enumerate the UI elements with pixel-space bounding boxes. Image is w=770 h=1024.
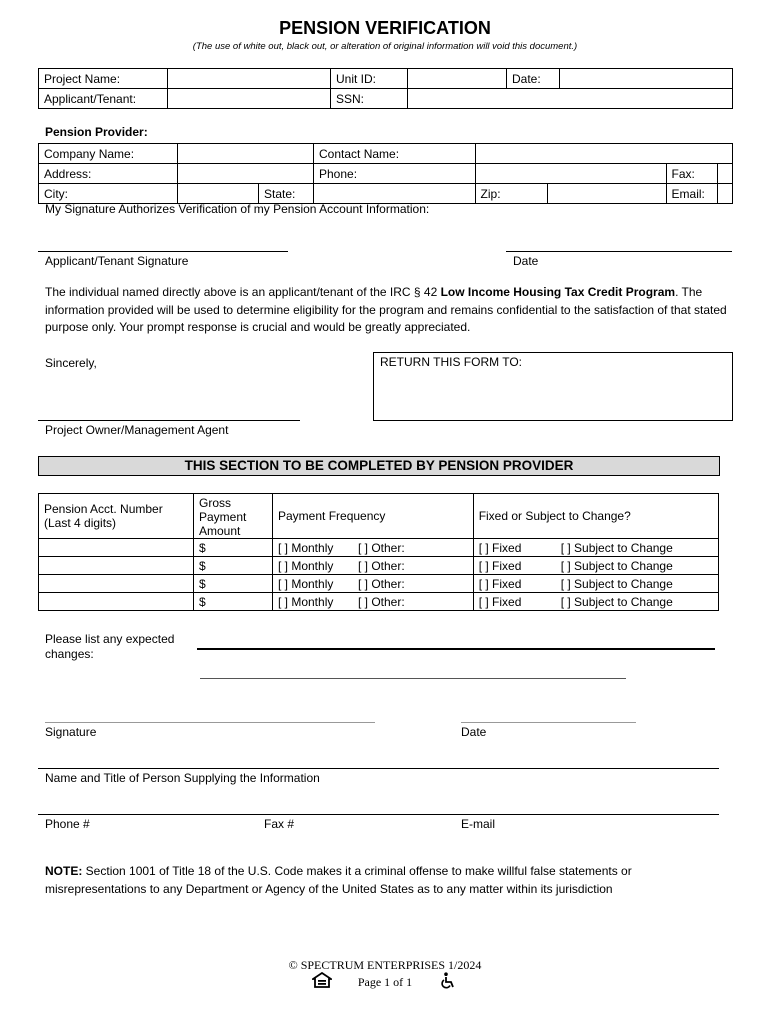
intro-paragraph <box>45 284 735 337</box>
acct-number-field[interactable] <box>39 575 194 593</box>
city-field[interactable] <box>178 184 259 204</box>
monthly-checkbox[interactable]: [ ] Monthly <box>273 557 354 575</box>
date-field[interactable] <box>560 69 733 89</box>
acct-number-field[interactable] <box>39 593 194 611</box>
subject-to-change-checkbox[interactable]: [ ] Subject to Change <box>556 557 719 575</box>
gross-amount-header: Gross Payment Amount <box>194 494 273 539</box>
monthly-checkbox[interactable]: [ ] Monthly <box>273 575 354 593</box>
address-field[interactable] <box>178 164 314 184</box>
table-row <box>39 557 719 575</box>
contact-name-field[interactable] <box>475 144 732 164</box>
provider-date-label: Date <box>461 725 487 739</box>
provider-info-table <box>38 143 733 204</box>
state-field[interactable] <box>314 184 476 204</box>
provider-heading: Pension Provider: <box>45 125 148 139</box>
table-row <box>39 539 719 557</box>
unit-id-field[interactable] <box>408 69 507 89</box>
amount-field[interactable]: $ <box>194 593 273 611</box>
provider-fax-label: Fax # <box>264 817 295 831</box>
state-label: State: <box>259 184 314 204</box>
frequency-header: Payment Frequency <box>273 494 474 539</box>
fixed-checkbox[interactable]: [ ] Fixed <box>473 593 556 611</box>
acct-number-header: Pension Acct. Number (Last 4 digits) <box>39 494 194 539</box>
provider-email-label: E-mail <box>461 817 496 831</box>
phone-field[interactable] <box>475 164 666 184</box>
note-label: NOTE: <box>45 864 83 878</box>
name-title-label: Name and Title of Person Supplying the Information <box>45 771 320 785</box>
expected-changes-label: Please list any expected changes: <box>45 632 175 661</box>
subject-to-change-checkbox[interactable]: [ ] Subject to Change <box>556 593 719 611</box>
footer-page-number: Page 1 of 1 <box>357 975 413 989</box>
project-name-field[interactable] <box>168 69 331 89</box>
applicant-signature-label: Applicant/Tenant Signature <box>45 254 189 268</box>
applicant-field[interactable] <box>168 89 331 109</box>
applicant-signature-line[interactable] <box>38 251 288 252</box>
provider-phone-label: Phone # <box>45 817 90 831</box>
table-row <box>39 575 719 593</box>
other-checkbox[interactable]: [ ] Other: <box>353 539 473 557</box>
company-name-label: Company Name: <box>39 144 178 164</box>
amount-field[interactable]: $ <box>194 575 273 593</box>
provider-signature-label: Signature <box>45 725 97 739</box>
project-info-table <box>38 68 733 109</box>
fax-field[interactable] <box>717 164 732 184</box>
applicant-label: Applicant/Tenant: <box>39 89 168 109</box>
provider-section-banner: THIS SECTION TO BE COMPLETED BY PENSION PROVIDER <box>38 456 720 476</box>
subject-to-change-checkbox[interactable]: [ ] Subject to Change <box>556 539 719 557</box>
phone-label: Phone: <box>314 164 476 184</box>
project-name-label: Project Name: <box>39 69 168 89</box>
email-field[interactable] <box>717 184 732 204</box>
sincerely-text: Sincerely, <box>45 356 97 370</box>
intro-part2: . The information provided will be used to determine eligibility for the program and remains confidential to the satisfaction of that stated purpose only. Your prompt response is crucial and would be greatly appreciated. <box>45 285 727 334</box>
acct-number-field[interactable] <box>39 539 194 557</box>
page-subtitle: (The use of white out, black out, or alteration of original information will void this document.) <box>192 41 578 52</box>
unit-id-label: Unit ID: <box>331 69 408 89</box>
amount-field[interactable]: $ <box>194 557 273 575</box>
other-checkbox[interactable]: [ ] Other: <box>353 575 473 593</box>
other-checkbox[interactable]: [ ] Other: <box>353 557 473 575</box>
amount-field[interactable]: $ <box>194 539 273 557</box>
authorization-text: My Signature Authorizes Verification of my Pension Account Information: <box>45 202 430 216</box>
expected-changes-line-1[interactable] <box>197 648 715 650</box>
legal-note <box>45 862 735 898</box>
acct-number-field[interactable] <box>39 557 194 575</box>
footer-copyright: © SPECTRUM ENTERPRISES 1/2024 <box>288 958 482 972</box>
expected-changes-line-2[interactable] <box>200 678 626 679</box>
contact-name-label: Contact Name: <box>314 144 476 164</box>
address-label: Address: <box>39 164 178 184</box>
fixed-checkbox[interactable]: [ ] Fixed <box>473 557 556 575</box>
page-title: PENSION VERIFICATION <box>279 18 491 38</box>
provider-date-line[interactable] <box>461 722 636 723</box>
monthly-checkbox[interactable]: [ ] Monthly <box>273 593 354 611</box>
monthly-checkbox[interactable]: [ ] Monthly <box>273 539 354 557</box>
fixed-checkbox[interactable]: [ ] Fixed <box>473 575 556 593</box>
agent-label: Project Owner/Management Agent <box>45 423 229 437</box>
accessibility-icon <box>440 972 456 990</box>
city-label: City: <box>39 184 178 204</box>
date-label: Date: <box>507 69 560 89</box>
provider-signature-line[interactable] <box>45 722 375 723</box>
other-checkbox[interactable]: [ ] Other: <box>353 593 473 611</box>
company-name-field[interactable] <box>178 144 314 164</box>
return-form-box[interactable] <box>373 352 733 421</box>
agent-signature-line[interactable] <box>38 420 300 421</box>
applicant-date-line[interactable] <box>506 251 732 252</box>
fixed-change-header: Fixed or Subject to Change? <box>473 494 718 539</box>
pension-payment-table <box>38 493 719 611</box>
email-label: Email: <box>666 184 717 204</box>
ssn-label: SSN: <box>331 89 408 109</box>
ssn-field[interactable] <box>408 89 733 109</box>
subject-to-change-checkbox[interactable]: [ ] Subject to Change <box>556 575 719 593</box>
intro-part1: The individual named directly above is an applicant/tenant of the IRC § 42 <box>45 285 441 299</box>
fax-label: Fax: <box>666 164 717 184</box>
return-form-label: RETURN THIS FORM TO: <box>380 355 523 369</box>
fixed-checkbox[interactable]: [ ] Fixed <box>473 539 556 557</box>
applicant-date-label: Date <box>513 254 539 268</box>
zip-field[interactable] <box>548 184 667 204</box>
note-text: Section 1001 of Title 18 of the U.S. Code makes it a criminal offense to make willful false statements or misrepresentations to any Department or Agency of the United States as to any matter within its jurisdiction <box>45 864 632 896</box>
name-title-line[interactable] <box>38 768 719 769</box>
program-name: Low Income Housing Tax Credit Program <box>440 285 676 299</box>
zip-label: Zip: <box>475 184 548 204</box>
table-row <box>39 593 719 611</box>
contact-line[interactable] <box>38 814 719 815</box>
